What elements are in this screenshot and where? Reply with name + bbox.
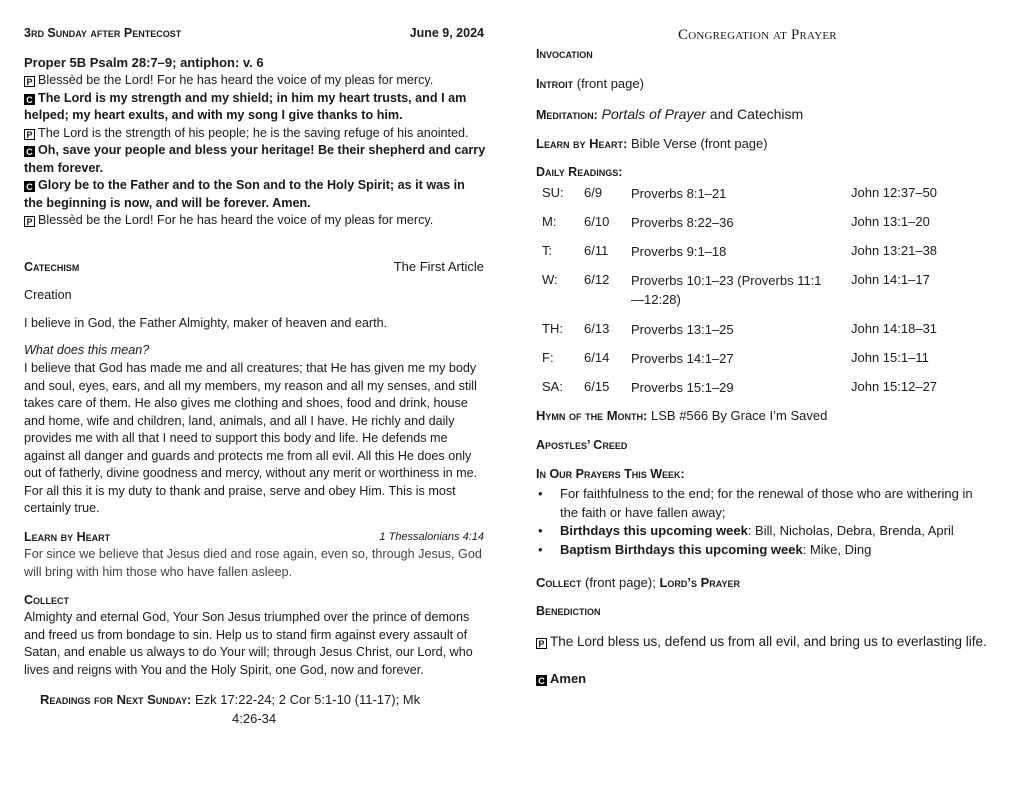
collect-heading: Collect (24, 593, 70, 607)
catechism-article: The First Article (393, 259, 484, 274)
psalm-line: P Blessèd be the Lord! For he has heard the voice of my pleas for mercy. (24, 212, 486, 230)
meditation-rest: and Catechism (709, 106, 804, 122)
reading-day: F: (542, 350, 554, 365)
collect-note: (front page); (585, 575, 656, 590)
reading-day: M: (542, 214, 557, 229)
prayer-item: • Baptism Birthdays this upcoming week: Mike, Ding (536, 541, 988, 560)
congregation-mark-icon: C (24, 181, 35, 192)
pastor-mark-icon: P (536, 638, 547, 649)
reading-ot: Proverbs 10:1–23 (Proverbs 11:1—12:28) (631, 273, 822, 307)
creed-heading: Apostles’ Creed (536, 438, 628, 452)
collect-label: Collect (536, 575, 582, 590)
reading-ot: Proverbs 15:1–29 (631, 380, 734, 395)
reading-ot: Proverbs 13:1–25 (631, 322, 734, 337)
learn-label: Learn by Heart: (536, 136, 628, 151)
psalm-line: C Oh, save your people and bless your heritage! Be their shepherd and carry them forever. (24, 143, 486, 175)
catechism-question: What does this mean? (24, 343, 150, 357)
next-sunday-readings: Ezk 17:22-24; 2 Cor 5:1-10 (11-17); Mk (194, 692, 421, 707)
learn-by-heart-reference: 1 Thessalonians 4:14 (379, 531, 484, 543)
reading-ot: Proverbs 8:1–21 (631, 186, 727, 201)
reading-day: T: (542, 243, 553, 258)
reading-date: 6/14 (584, 350, 610, 365)
psalm-title: Proper 5B Psalm 28:7–9; antiphon: v. 6 (24, 55, 264, 70)
introit-text: (front page) (576, 76, 644, 91)
prayers-heading: In Our Prayers This Week: (536, 467, 685, 481)
reading-date: 6/13 (584, 321, 610, 336)
reading-nt: John 15:1–11 (851, 350, 929, 365)
reading-nt: John 12:37–50 (851, 185, 938, 200)
reading-date: 6/12 (584, 272, 610, 287)
amen-line: C Amen (536, 671, 586, 686)
congregation-mark-icon: C (536, 675, 547, 686)
psalm-line: C Glory be to the Father and to the Son and to the Holy Spirit; as it was in the beginning is now, and will be forever. Amen. (24, 178, 465, 210)
pastor-mark-icon: P (24, 76, 35, 87)
reading-day: SA: (542, 379, 563, 394)
reading-date: 6/11 (584, 243, 609, 258)
introit-line (536, 76, 644, 91)
collect-line (536, 575, 740, 590)
prayer-list (536, 485, 988, 559)
reading-date: 6/15 (584, 379, 610, 394)
catechism-answer: I believe that God has made me and all creatures; that He has given me my body and soul, eyes, ears, and all my members, my reason and all my senses, and still takes care of them. He also gives me clothing and shoes, food and drink, house and home, wife and children, land, animals, and all I have. He richly and daily provides me with all that I need to support this body and life. He defends me against all danger and guards and protects me from all evil. All this He does only out of fatherly, divine goodness and mercy, without any merit or worthiness in me. For all this it is my duty to thank and praise, serve and obey Him. This is most certainly true. (24, 361, 478, 515)
psalm-line: C The Lord is my strength and my shield; in him my heart trusts, and I am helped; my heart exults, and with my song I give thanks to him. (24, 90, 467, 122)
reading-nt: John 14:18–31 (851, 321, 938, 336)
learn-line (536, 136, 768, 151)
reading-day: W: (542, 272, 558, 287)
reading-nt: John 15:12–27 (851, 379, 938, 394)
reading-day: SU: (542, 185, 564, 200)
hymn-label: Hymn of the Month: (536, 408, 648, 423)
hymn-line (536, 408, 827, 423)
congregation-mark-icon: C (24, 146, 35, 157)
benediction-heading: Benediction (536, 604, 601, 618)
meditation-line (536, 106, 803, 122)
congregation-mark-icon: C (24, 94, 35, 105)
reading-nt: John 13:1–20 (851, 214, 930, 229)
pastor-mark-icon: P (24, 216, 35, 227)
introit-label: Introit (536, 76, 574, 91)
psalm-text (24, 72, 486, 230)
reading-date: 6/9 (584, 185, 603, 200)
daily-readings-heading: Daily Readings: (536, 165, 623, 179)
reading-nt: John 13:21–38 (851, 243, 938, 258)
invocation-heading: Invocation (536, 47, 593, 61)
hymn-text: LSB #566 By Grace I’m Saved (651, 408, 828, 423)
meditation-title: Portals of Prayer (601, 106, 706, 122)
psalm-line: P The Lord is the strength of his people; he is the saving refuge of his anointed. (24, 125, 486, 143)
benediction-text: P The Lord bless us, defend us from all evil, and bring us to everlasting life. (536, 632, 988, 651)
pastor-mark-icon: P (24, 129, 35, 140)
catechism-heading: Catechism (24, 260, 80, 274)
meditation-label: Meditation: (536, 108, 598, 122)
right-title: Congregation at Prayer (678, 27, 837, 43)
service-date: June 9, 2024 (409, 26, 484, 40)
service-title: 3rd Sunday after Pentecost (24, 26, 182, 40)
learn-by-heart-heading: Learn by Heart (24, 530, 111, 544)
prayer-item: • Birthdays this upcoming week: Bill, Nicholas, Debra, Brenda, April (536, 522, 988, 541)
next-sunday-label: Readings for Next Sunday (40, 692, 187, 707)
collect-text: Almighty and eternal God, Your Son Jesus triumphed over the prince of demons and freed us from bondage to sin. Help us to stand firm against every assault of Satan, and enable us always to do Your will; through Jesus Christ, our Lord, who lives and reigns with You and the Holy Spirit, one God, now and forever. (24, 610, 473, 677)
lords-prayer: Lord’s Prayer (659, 575, 740, 590)
reading-nt: John 14:1–17 (851, 272, 930, 287)
catechism-subtitle: Creation (24, 288, 72, 302)
reading-ot: Proverbs 9:1–18 (631, 244, 727, 259)
next-sunday: Readings for Next Sunday: Ezk 17:22-24; 2 Cor 5:1-10 (11-17); Mk (40, 692, 421, 707)
catechism-statement: I believe in God, the Father Almighty, maker of heaven and earth. (24, 316, 388, 330)
reading-ot: Proverbs 14:1–27 (631, 351, 734, 366)
next-sunday-readings-cont: 4:26-34 (232, 711, 277, 726)
reading-ot: Proverbs 8:22–36 (631, 215, 734, 230)
learn-by-heart-verse: For since we believe that Jesus died and rose again, even so, through Jesus, God will bring with him those who have fallen asleep. (24, 547, 482, 579)
reading-day: TH: (542, 321, 563, 336)
prayer-item: • For faithfulness to the end; for the renewal of those who are withering in the faith or have fallen away; (536, 485, 988, 522)
learn-text: Bible Verse (front page) (631, 136, 768, 151)
reading-date: 6/10 (584, 214, 610, 229)
psalm-line: P Blessèd be the Lord! For he has heard the voice of my pleas for mercy. (24, 72, 486, 90)
